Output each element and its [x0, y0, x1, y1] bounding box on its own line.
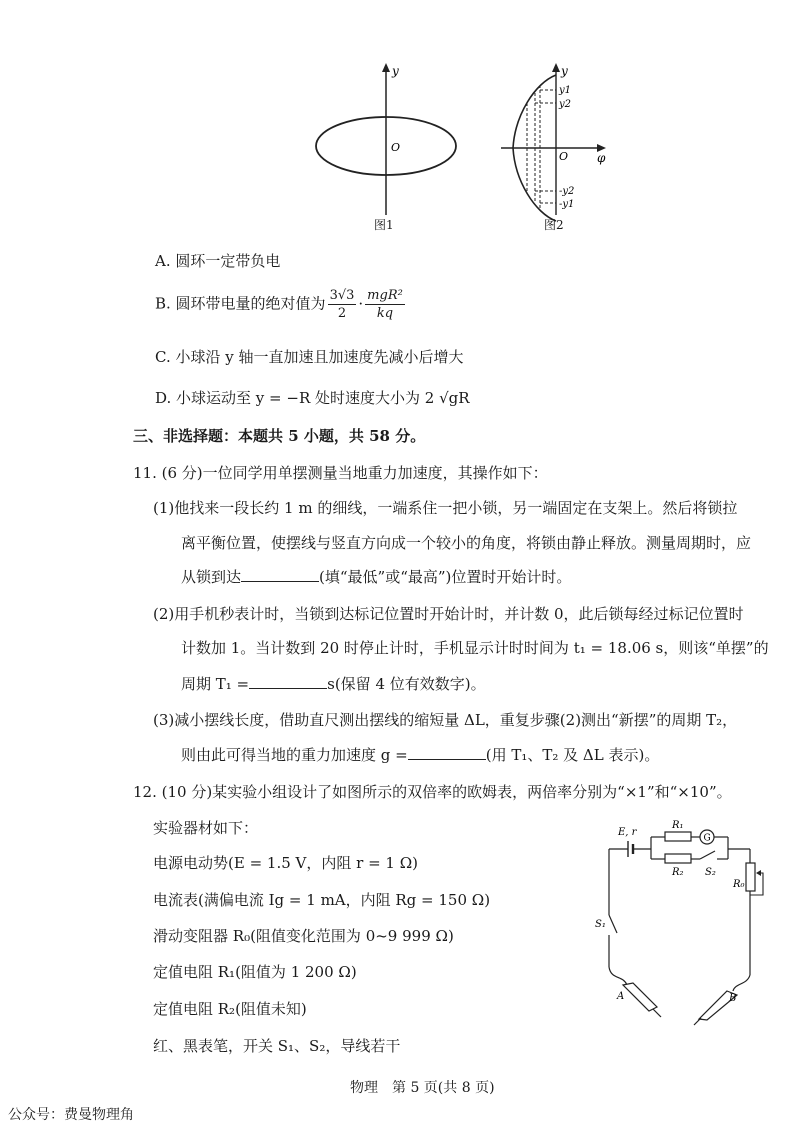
- fig2-origin-label: O: [559, 150, 569, 163]
- option-d: D. 小球运动至 y = −R 处时速度大小为 2 √gR: [155, 389, 470, 407]
- q11-p1-line1: (1)他找来一段长约 1 m 的细线，一端系住一把小锁，另一端固定在支架上。然后将锁拉: [153, 499, 738, 517]
- probe-a[interactable]: [623, 983, 661, 1017]
- q12-item-5: 定值电阻 R₂(阻值未知): [153, 1000, 307, 1018]
- q11-p2-line1: (2)用手机秒表计时，当锁到达标记位置时开始计时，并计数 0，此后锁每经过标记位置时: [153, 605, 744, 623]
- fig2-x-label: φ: [597, 151, 606, 165]
- q12-item-3: 滑动变阻器 R₀(阻值变化范围为 0~9 999 Ω): [153, 927, 454, 945]
- fig2-label-neg-y2: -y2: [559, 186, 575, 197]
- fig2-label-y1: y1: [559, 85, 572, 96]
- q11-blank-3[interactable]: [408, 745, 486, 760]
- option-b-fraction-1: [328, 287, 357, 322]
- q11-p2-line3: [181, 673, 486, 694]
- q11-p3-line2-start: 则由此可得当地的重力加速度 g =: [181, 746, 408, 764]
- fraction-2-denominator: kq: [376, 306, 394, 321]
- resistor-r1: [665, 832, 691, 841]
- q11-p2-line3-start: 周期 T₁ =: [181, 675, 250, 693]
- q11-p3-line1: (3)减小摆线长度，借助直尺测出摆线的缩短量 ΔL，重复步骤(2)测出“新摆”的周期 T₂，: [153, 711, 738, 729]
- fig1-y-arrow: [382, 63, 390, 72]
- option-a: A. 圆环一定带负电: [155, 252, 281, 270]
- option-b: [155, 287, 407, 322]
- q11-p1-line3-start: 从锁到达: [181, 568, 242, 586]
- r2-label: R₂: [672, 867, 684, 878]
- watermark: 公众号：费曼物理角: [8, 1107, 134, 1123]
- q12-item-2: 电流表(满偏电流 Ig = 1 mA，内阻 Rg = 150 Ω): [153, 891, 491, 909]
- galvanometer-label: G: [703, 833, 711, 844]
- q12-equipment-intro: 实验器材如下：: [153, 819, 259, 837]
- option-b-fraction-2: [365, 287, 405, 322]
- q11-p2-line3-end: s(保留 4 位有效数字)。: [327, 675, 486, 693]
- figure-1: [300, 55, 470, 230]
- q12-item-4: 定值电阻 R₁(阻值为 1 200 Ω): [153, 963, 357, 981]
- q11-p1-line3: [181, 566, 571, 587]
- resistor-r2: [665, 854, 691, 863]
- option-c: C. 小球沿 y 轴一直加速且加速度先减小后增大: [155, 348, 464, 366]
- fig2-y-label: y: [561, 64, 568, 78]
- q12-title: 12. (10 分)某实验小组设计了如图所示的双倍率的欧姆表，两倍率分别为“×1”和“×10”。: [133, 783, 732, 801]
- source-label: E, r: [618, 827, 637, 838]
- section-heading: 三、非选择题：本题共 5 小题，共 58 分。: [133, 427, 426, 445]
- q11-p3-line2: [181, 744, 659, 765]
- q11-p3-line2-end: (用 T₁、T₂ 及 ΔL 表示)。: [485, 746, 660, 764]
- q11-p1-line3-end: (填“最低”或“最高”)位置时开始计时。: [319, 568, 572, 586]
- fig1-y-label: y: [392, 64, 399, 78]
- q11-blank-2[interactable]: [249, 674, 327, 689]
- fig1-origin-label: O: [391, 141, 401, 154]
- ohmmeter-circuit: [595, 815, 775, 1030]
- q12-item-6: 红、黑表笔，开关 S₁、S₂，导线若干: [153, 1037, 401, 1055]
- fraction-1-numerator: 3√3: [329, 288, 355, 303]
- q11-p1-line2: 离平衡位置，使摆线与竖直方向成一个较小的角度，将锁由静止释放。测量周期时，应: [181, 534, 752, 552]
- r0-label: R₀: [733, 879, 745, 890]
- page-footer: 物理 第 5 页(共 8 页): [350, 1080, 495, 1096]
- s1-label: S₁: [595, 919, 606, 930]
- fig1-caption: 图1: [374, 218, 394, 232]
- r1-label: R₁: [672, 820, 684, 831]
- probe-b-label: B: [729, 993, 737, 1004]
- probe-a-label: A: [617, 991, 625, 1002]
- switch-s2[interactable]: [700, 851, 715, 859]
- fig2-y-arrow: [552, 63, 560, 72]
- fraction-2-numerator: mgR²: [367, 288, 403, 303]
- fig2-caption: 图2: [544, 218, 564, 232]
- q12-item-1: 电源电动势(E = 1.5 V，内阻 r = 1 Ω): [153, 854, 419, 872]
- switch-s1[interactable]: [609, 915, 617, 933]
- option-b-separator: ·: [358, 294, 364, 313]
- figure-2: [495, 55, 625, 230]
- fraction-1-denominator: 2: [337, 306, 347, 321]
- option-b-prefix: B. 圆环带电量的绝对值为: [155, 294, 326, 313]
- s2-label: S₂: [705, 867, 716, 878]
- q11-p2-line2: 计数加 1。当计数到 20 时停止计时，手机显示计时时间为 t₁ = 18.06 s，则该“单摆”的: [181, 639, 769, 657]
- rheostat-r0[interactable]: [746, 863, 755, 891]
- q11-title: 11. (6 分)一位同学用单摆测量当地重力加速度，其操作如下：: [133, 464, 548, 482]
- fig2-label-y2: y2: [559, 99, 572, 110]
- q11-blank-1[interactable]: [241, 567, 319, 582]
- fig2-label-neg-y1: -y1: [559, 199, 575, 210]
